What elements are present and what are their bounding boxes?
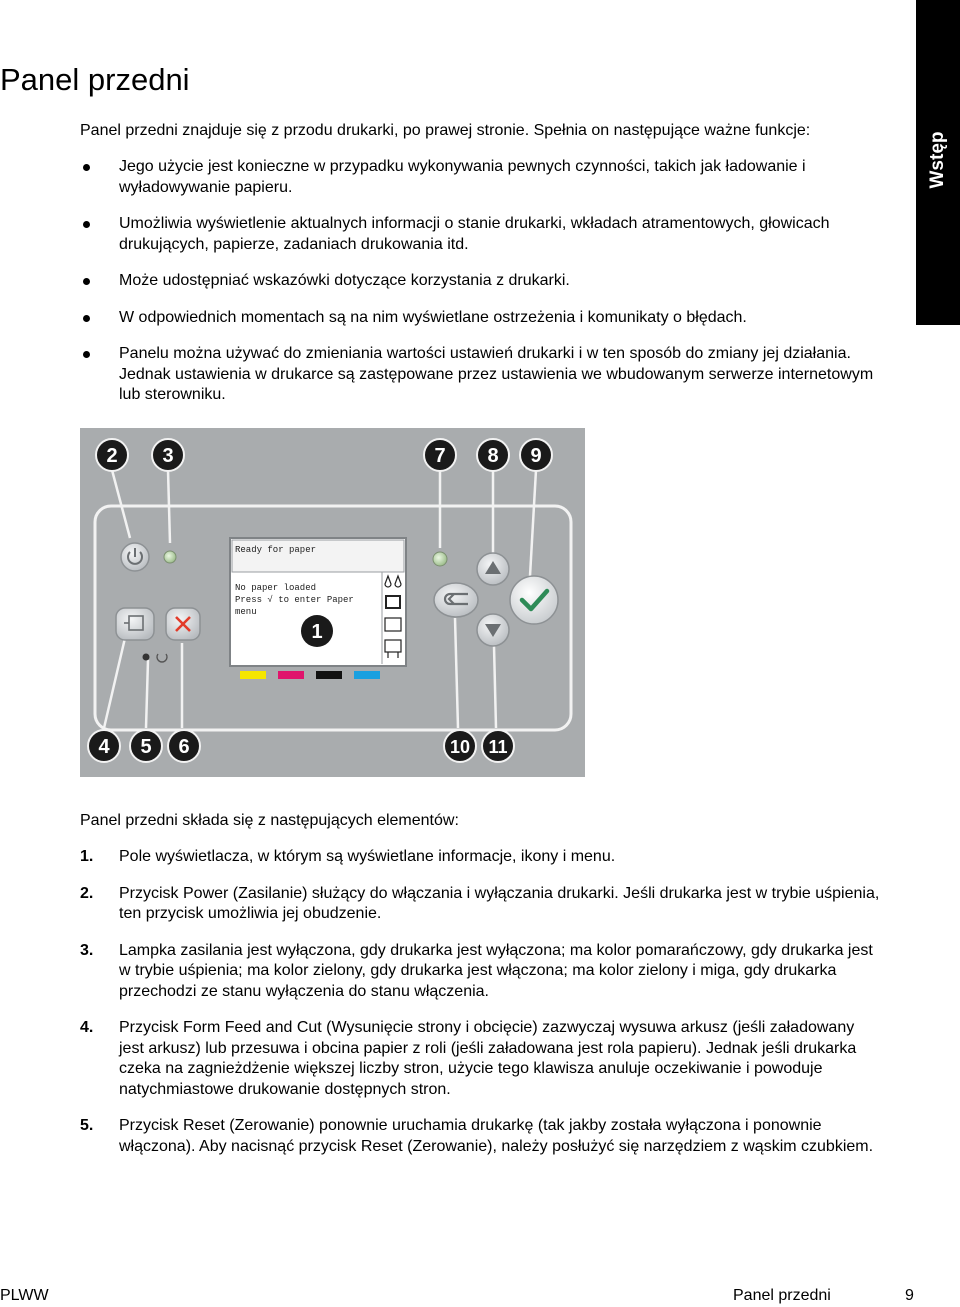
status-led [433, 552, 447, 566]
svg-text:8: 8 [487, 445, 499, 467]
callout-3 [152, 439, 184, 471]
page-title: Panel przedni [0, 62, 190, 97]
svg-text:9: 9 [530, 445, 542, 467]
svg-text:1: 1 [311, 621, 323, 643]
ok-button[interactable] [510, 576, 558, 624]
bullet-icon [83, 278, 90, 285]
list-item: 2. Przycisk Power (Zasilanie) służący do włączania i wyłączania drukarki. Jeśli drukarka jest w trybie uśpienia, ten przycisk umożliwia jej obudzenie. [80, 884, 880, 922]
callout-4 [88, 730, 120, 762]
list-item: Jego użycie jest konieczne w przypadku wykonywania pewnych czynności, takich jak ładowanie i wyładowywanie papieru. [80, 157, 880, 198]
form-feed-cut-button[interactable] [116, 608, 154, 640]
svg-text:5: 5 [140, 736, 152, 758]
list-item: Panelu można używać do zmieniania wartości ustawień drukarki i w ten sposób do zmiany jej działania. Jednak ustawienia w drukarce są zastępowane przez ustawienia we wbudowanym serwerze internetowym lub sterowniku. [80, 344, 880, 406]
callout-11 [482, 730, 514, 762]
front-panel-figure [80, 428, 585, 777]
intro-paragraph: Panel przedni znajduje się z przodu drukarki, po prawej stronie. Spełnia on następujące ważne funkcje: [80, 122, 811, 139]
ink-magenta-swatch [278, 671, 304, 679]
list-item: 5. Przycisk Reset (Zerowanie) ponownie uruchamia drukarkę (tak jakby została wyłączona i ponownie włączona). Aby nacisnąć przycisk Reset (Zerowanie), należy posłużyć się narzędziem z wąskim czubkiem. [80, 1117, 874, 1155]
svg-text:3: 3 [162, 445, 174, 467]
component-list [80, 847, 880, 1173]
section-tab-label: Wstęp [927, 131, 948, 189]
svg-text:6: 6 [178, 736, 190, 758]
svg-text:7: 7 [434, 445, 446, 467]
footer-left: PLWW [0, 1287, 49, 1304]
function-list [80, 157, 880, 422]
power-led [164, 551, 176, 563]
list-item: 4. Przycisk Form Feed and Cut (Wysunięcie strony i obcięcie) zazwyczaj wysuwa arkusz (jeśli załadowany jest arkusz) lub przesuwa i obcina papier z roli (jeśli załadowana jest rola papieru). Jednak jeśli drukarka czeka na zagnieżdżenie większej liczby stron, użycie tego klawisza anuluje oczekiwanie i powoduje natychmiastowe drukowanie dostępnych stron. [80, 1019, 857, 1098]
callout-6 [168, 730, 200, 762]
callout-8 [477, 439, 509, 471]
svg-text:11: 11 [488, 737, 508, 757]
display-line: No paper loaded [235, 583, 317, 593]
svg-text:4: 4 [98, 736, 110, 758]
list-item: 1. Pole wyświetlacza, w którym są wyświetlane informacje, ikony i menu. [80, 848, 616, 865]
display-line: menu [235, 607, 257, 617]
display-title: Ready for paper [235, 545, 317, 555]
footer-section: Panel przedni [733, 1287, 831, 1304]
callout-2 [96, 439, 128, 471]
list-intro: Panel przedni składa się z następujących elementów: [80, 812, 459, 829]
reset-hole[interactable] [143, 654, 150, 661]
callout-10 [444, 730, 476, 762]
list-item: Umożliwia wyświetlenie aktualnych informacji o stanie drukarki, wkładach atramentowych, głowicach drukujących, papierze, zadaniach drukowania itd. [80, 214, 880, 255]
bullet-icon [83, 351, 90, 358]
list-item: 3. Lampka zasilania jest wyłączona, gdy drukarka jest wyłączona; ma kolor pomarańczowy, gdy drukarka jest w trybie uśpienia; ma kolor zielony, gdy drukarka jest włączona; ma kolor zielony i miga, gdy drukarka przechodzi ze stanu wyłączenia do stanu włączenia. [80, 941, 873, 1000]
back-button[interactable] [434, 583, 478, 617]
svg-text:10: 10 [449, 737, 471, 757]
list-item: Może udostępniać wskazówki dotyczące korzystania z drukarki. [80, 271, 880, 292]
ink-black-swatch [316, 671, 342, 679]
display-line: Press √ to enter Paper [235, 595, 354, 605]
callout-5 [130, 730, 162, 762]
list-item: W odpowiednich momentach są na nim wyświetlane ostrzeżenia i komunikaty o błędach. [80, 308, 880, 329]
callout-1 [301, 615, 333, 647]
bullet-icon [83, 221, 90, 228]
ink-cyan-swatch [354, 671, 380, 679]
page-number: 9 [905, 1287, 914, 1304]
ink-yellow-swatch [240, 671, 266, 679]
bullet-icon [83, 315, 90, 322]
svg-text:2: 2 [106, 445, 118, 467]
bullet-icon [83, 164, 90, 171]
callout-9 [520, 439, 552, 471]
callout-7 [424, 439, 456, 471]
section-tab [916, 0, 960, 325]
